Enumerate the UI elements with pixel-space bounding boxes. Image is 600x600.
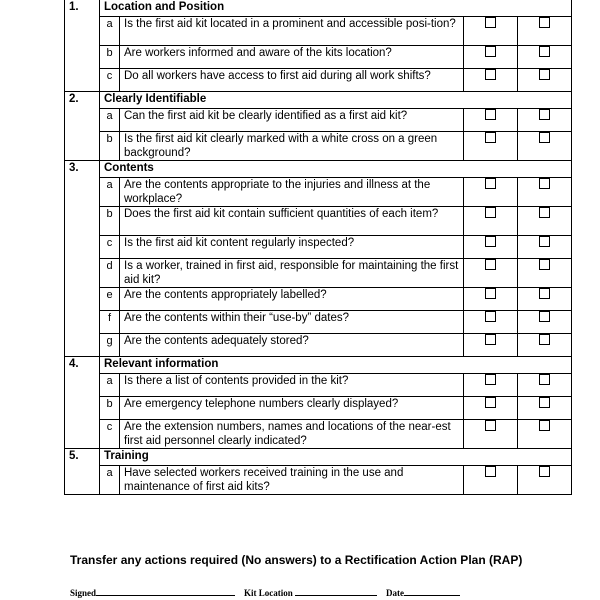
question-row — [65, 397, 572, 420]
section-header-row — [65, 357, 572, 374]
yes-checkbox[interactable] — [485, 236, 496, 247]
yes-checkbox[interactable] — [485, 69, 496, 80]
question-text: Is the first aid kit clearly marked with a white cross on a green background? — [120, 132, 464, 161]
yes-checkbox[interactable] — [485, 132, 496, 143]
no-checkbox[interactable] — [539, 109, 550, 120]
question-text: Are the contents appropriate to the injuries and illness at the workplace? — [120, 178, 464, 207]
question-letter: a — [100, 466, 120, 495]
question-text: Does the first aid kit contain sufficient quantities of each item? — [120, 207, 464, 236]
question-text: Are the extension numbers, names and locations of the near-est first aid personnel clearly indicated? — [120, 420, 464, 449]
no-checkbox-cell — [518, 236, 572, 259]
yes-checkbox-cell — [464, 311, 518, 334]
section-title: Training — [100, 449, 572, 466]
yes-checkbox-cell — [464, 397, 518, 420]
question-letter: c — [100, 420, 120, 449]
question-text: Are the contents within their “use-by” dates? — [120, 311, 464, 334]
yes-checkbox-cell — [464, 69, 518, 92]
yes-checkbox[interactable] — [485, 420, 496, 431]
yes-checkbox[interactable] — [485, 17, 496, 28]
no-checkbox[interactable] — [539, 397, 550, 408]
no-checkbox[interactable] — [539, 46, 550, 57]
question-text: Is there a list of contents provided in the kit? — [120, 374, 464, 397]
yes-checkbox[interactable] — [485, 334, 496, 345]
question-letter: a — [100, 178, 120, 207]
no-checkbox-cell — [518, 132, 572, 161]
no-checkbox[interactable] — [539, 236, 550, 247]
kit-location-field[interactable] — [295, 586, 377, 596]
signed-field[interactable] — [96, 586, 235, 596]
question-letter: b — [100, 207, 120, 236]
question-letter: e — [100, 288, 120, 311]
no-checkbox-cell — [518, 109, 572, 132]
no-checkbox-cell — [518, 69, 572, 92]
section-header-row — [65, 0, 572, 17]
yes-checkbox-cell — [464, 236, 518, 259]
first-aid-checklist-table — [64, 0, 572, 495]
question-text: Are the contents adequately stored? — [120, 334, 464, 357]
question-letter: a — [100, 109, 120, 132]
yes-checkbox[interactable] — [485, 207, 496, 218]
no-checkbox[interactable] — [539, 334, 550, 345]
question-text: Is the first aid kit content regularly inspected? — [120, 236, 464, 259]
question-row — [65, 236, 572, 259]
no-checkbox[interactable] — [539, 259, 550, 270]
yes-checkbox[interactable] — [485, 259, 496, 270]
question-text: Do all workers have access to first aid during all work shifts? — [120, 69, 464, 92]
no-checkbox[interactable] — [539, 466, 550, 477]
section-title: Clearly Identifiable — [100, 92, 572, 109]
checklist-body — [65, 0, 572, 495]
signature-line — [70, 586, 460, 598]
yes-checkbox[interactable] — [485, 311, 496, 322]
section-number: 4. — [65, 357, 100, 449]
rap-instruction: Transfer any actions required (No answers) to a Rectification Action Plan (RAP) — [70, 553, 523, 567]
question-row — [65, 132, 572, 161]
no-checkbox-cell — [518, 311, 572, 334]
question-row — [65, 259, 572, 288]
no-checkbox-cell — [518, 374, 572, 397]
no-checkbox[interactable] — [539, 69, 550, 80]
yes-checkbox[interactable] — [485, 109, 496, 120]
date-field[interactable] — [404, 586, 460, 596]
no-checkbox-cell — [518, 178, 572, 207]
no-checkbox-cell — [518, 397, 572, 420]
no-checkbox[interactable] — [539, 420, 550, 431]
no-checkbox-cell — [518, 46, 572, 69]
yes-checkbox-cell — [464, 109, 518, 132]
yes-checkbox[interactable] — [485, 46, 496, 57]
question-row — [65, 69, 572, 92]
question-row — [65, 207, 572, 236]
yes-checkbox-cell — [464, 178, 518, 207]
no-checkbox-cell — [518, 288, 572, 311]
question-letter: c — [100, 69, 120, 92]
no-checkbox[interactable] — [539, 132, 550, 143]
section-number: 1. — [65, 0, 100, 92]
no-checkbox-cell — [518, 207, 572, 236]
question-letter: c — [100, 236, 120, 259]
question-row — [65, 334, 572, 357]
question-text: Can the first aid kit be clearly identified as a first aid kit? — [120, 109, 464, 132]
no-checkbox-cell — [518, 420, 572, 449]
no-checkbox-cell — [518, 334, 572, 357]
no-checkbox[interactable] — [539, 207, 550, 218]
yes-checkbox-cell — [464, 374, 518, 397]
yes-checkbox[interactable] — [485, 466, 496, 477]
question-letter: a — [100, 374, 120, 397]
yes-checkbox-cell — [464, 420, 518, 449]
no-checkbox-cell — [518, 259, 572, 288]
question-text: Is the first aid kit located in a prominent and accessible posi-tion? — [120, 17, 464, 46]
question-row — [65, 17, 572, 46]
yes-checkbox-cell — [464, 207, 518, 236]
question-letter: b — [100, 132, 120, 161]
question-letter: b — [100, 46, 120, 69]
section-header-row — [65, 92, 572, 109]
kit-location-label: Kit Location — [244, 588, 293, 598]
question-letter: g — [100, 334, 120, 357]
section-header-row — [65, 161, 572, 178]
question-row — [65, 46, 572, 69]
question-row — [65, 311, 572, 334]
no-checkbox[interactable] — [539, 288, 550, 299]
question-text: Are the contents appropriately labelled? — [120, 288, 464, 311]
yes-checkbox-cell — [464, 259, 518, 288]
section-number: 3. — [65, 161, 100, 357]
question-letter: b — [100, 397, 120, 420]
no-checkbox[interactable] — [539, 374, 550, 385]
date-label: Date — [386, 588, 405, 598]
question-letter: f — [100, 311, 120, 334]
yes-checkbox-cell — [464, 17, 518, 46]
yes-checkbox[interactable] — [485, 178, 496, 189]
no-checkbox-cell — [518, 17, 572, 46]
section-title: Location and Position — [100, 0, 572, 17]
question-row — [65, 374, 572, 397]
yes-checkbox-cell — [464, 334, 518, 357]
question-text: Is a worker, trained in first aid, responsible for maintaining the first aid kit? — [120, 259, 464, 288]
yes-checkbox-cell — [464, 132, 518, 161]
yes-checkbox-cell — [464, 466, 518, 495]
section-title: Relevant information — [100, 357, 572, 374]
yes-checkbox-cell — [464, 46, 518, 69]
signed-label: Signed — [70, 588, 97, 598]
yes-checkbox[interactable] — [485, 374, 496, 385]
section-number: 5. — [65, 449, 100, 495]
no-checkbox[interactable] — [539, 17, 550, 28]
question-text: Have selected workers received training in the use and maintenance of first aid kits? — [120, 466, 464, 495]
section-title: Contents — [100, 161, 572, 178]
question-row — [65, 288, 572, 311]
question-row — [65, 420, 572, 449]
section-number: 2. — [65, 92, 100, 161]
yes-checkbox[interactable] — [485, 397, 496, 408]
no-checkbox[interactable] — [539, 178, 550, 189]
question-row — [65, 109, 572, 132]
question-text: Are workers informed and aware of the kits location? — [120, 46, 464, 69]
question-row — [65, 178, 572, 207]
no-checkbox[interactable] — [539, 311, 550, 322]
no-checkbox-cell — [518, 466, 572, 495]
question-letter: d — [100, 259, 120, 288]
question-row — [65, 466, 572, 495]
yes-checkbox[interactable] — [485, 288, 496, 299]
yes-checkbox-cell — [464, 288, 518, 311]
question-letter: a — [100, 17, 120, 46]
question-text: Are emergency telephone numbers clearly displayed? — [120, 397, 464, 420]
section-header-row — [65, 449, 572, 466]
